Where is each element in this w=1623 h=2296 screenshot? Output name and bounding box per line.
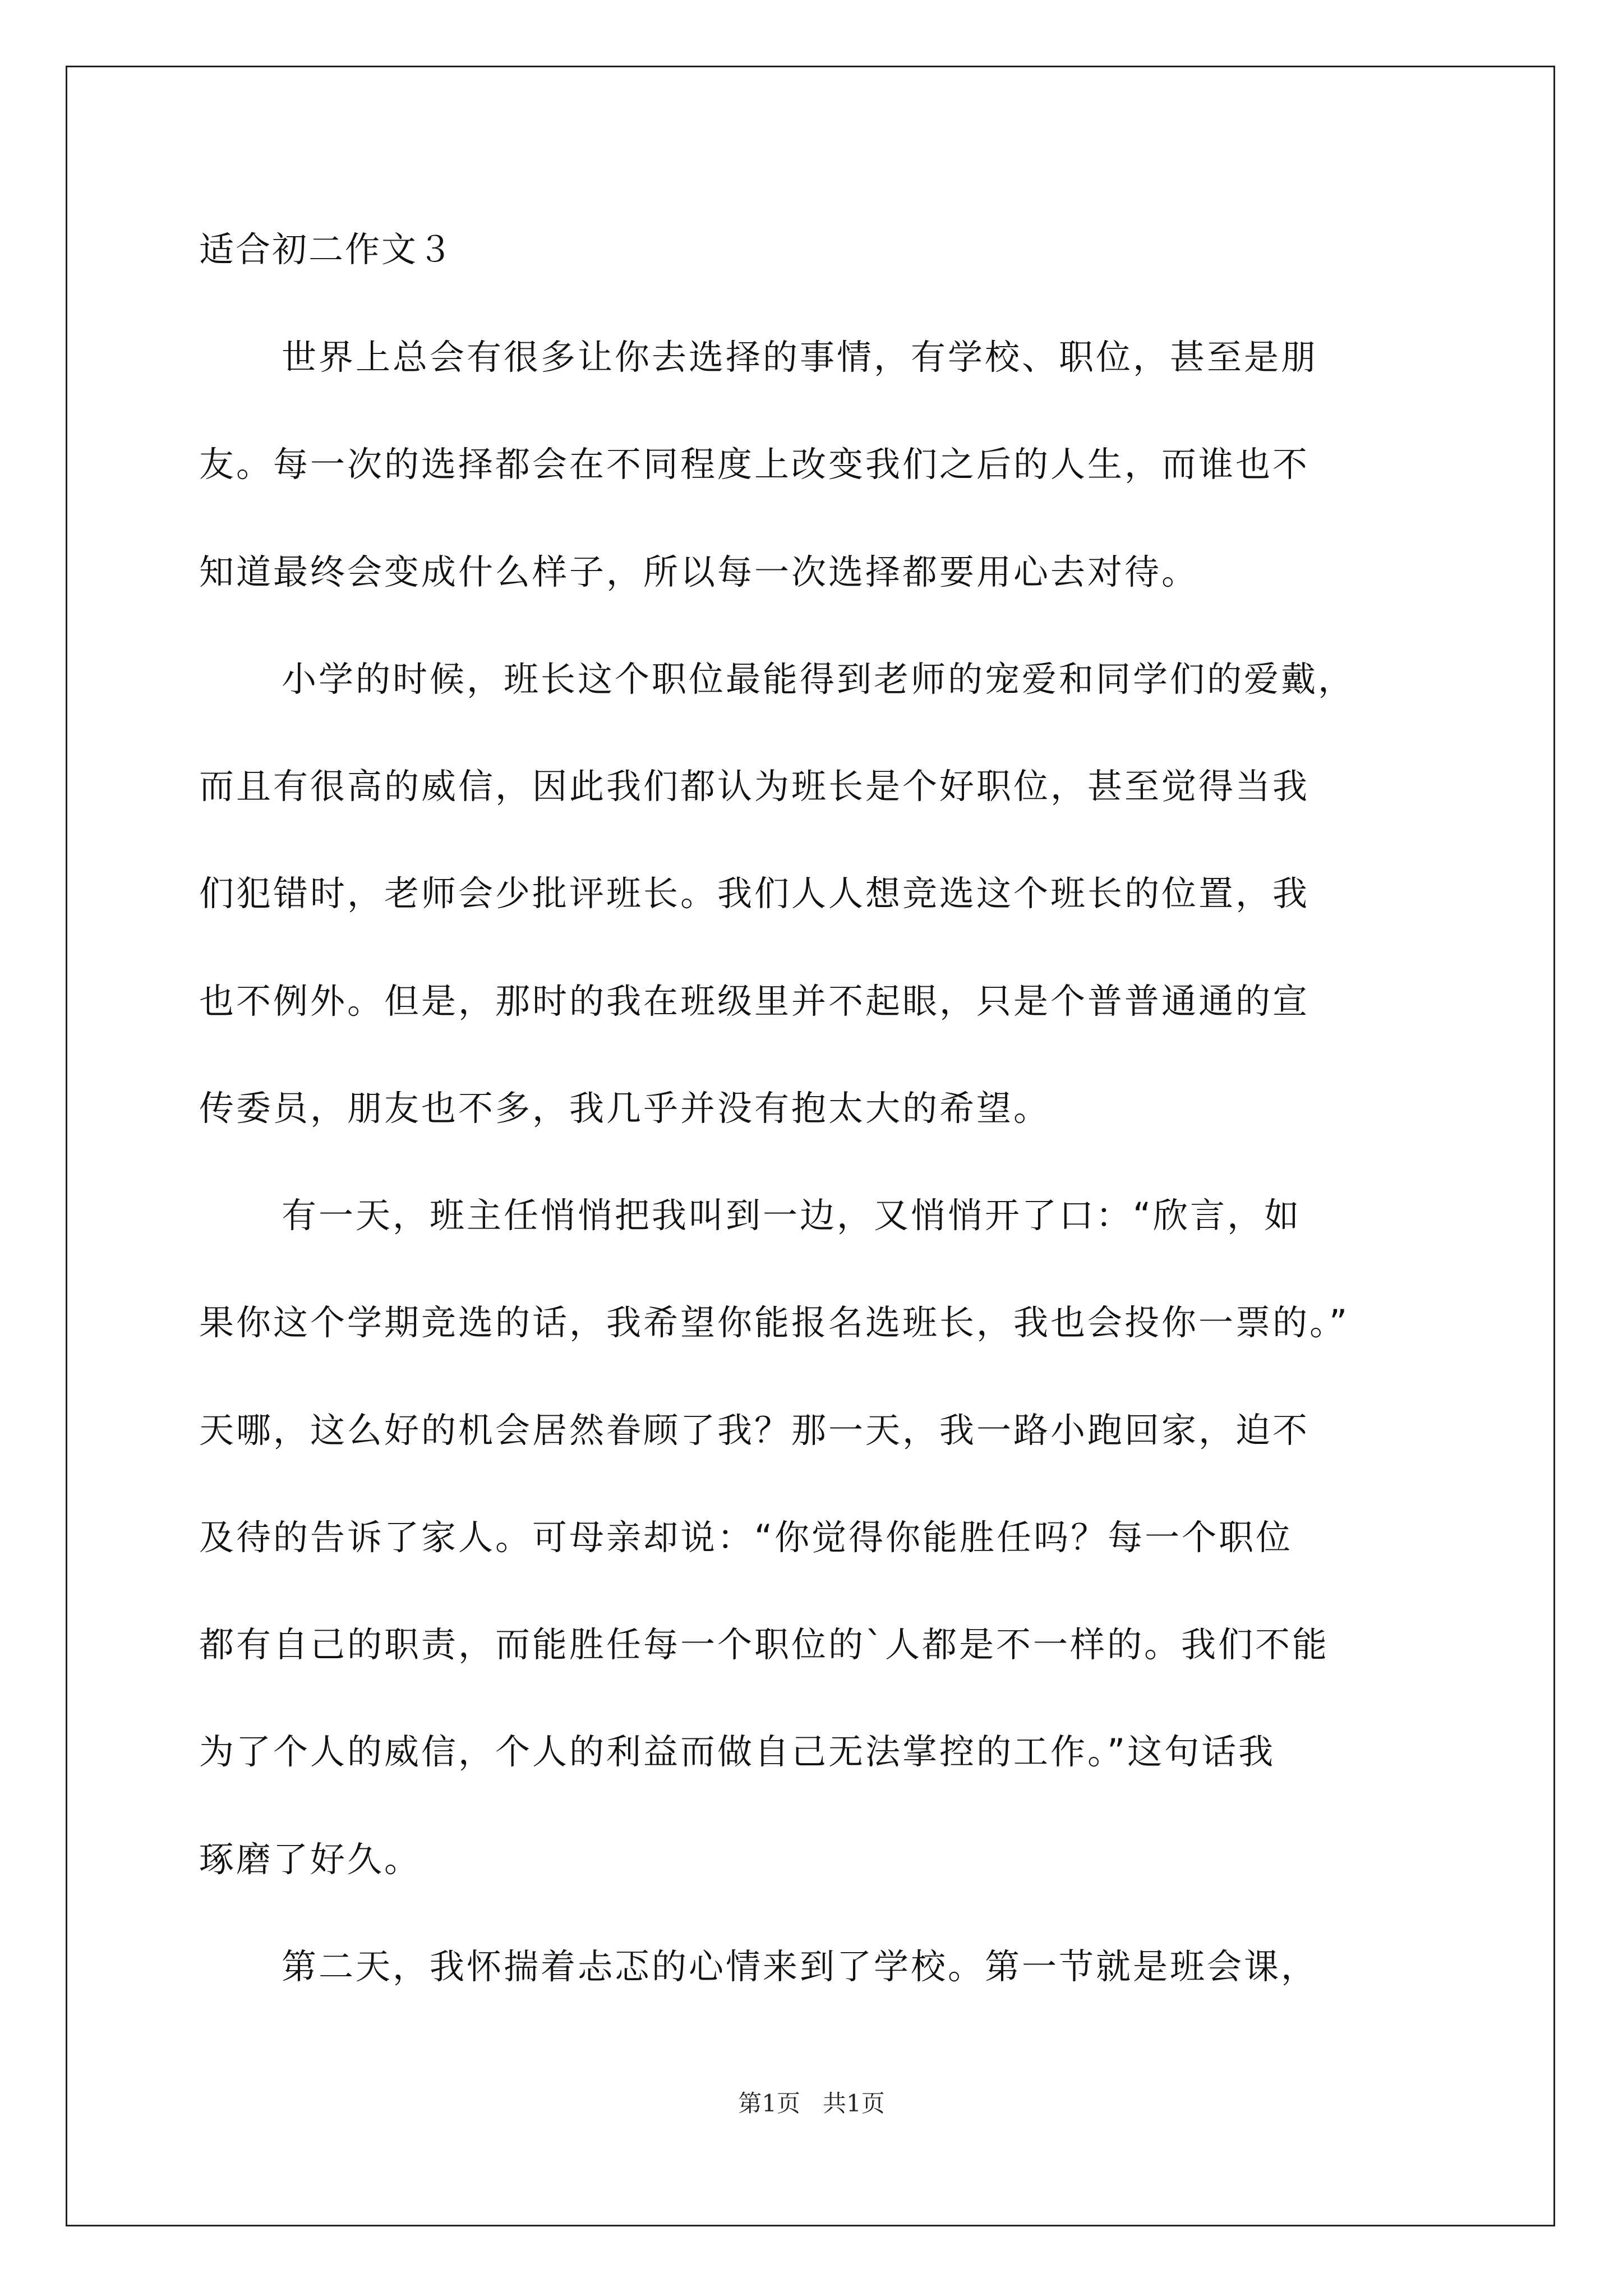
page-number-current: 第1页 — [738, 2090, 800, 2117]
paragraph-line: 友。每一次的选择都会在不同程度上改变我们之后的人生，而谁也不 — [199, 444, 1310, 485]
paragraph-line: 及待的告诉了家人。可母亲却说：“你觉得你能胜任吗？每一个职位 — [199, 1517, 1293, 1558]
page-footer — [0, 2087, 1623, 2120]
paragraph-line: 琢磨了好久。 — [199, 1839, 422, 1880]
paragraph-line: 天哪，这么好的机会居然眷顾了我？那一天，我一路小跑回家，迫不 — [199, 1410, 1310, 1451]
paragraph-line: 为了个人的威信，个人的利益而做自己无法掌控的工作。”这句话我 — [199, 1731, 1276, 1772]
page-number-total: 共1页 — [823, 2090, 885, 2117]
paragraph-line: 第二天，我怀揣着忐忑的心情来到了学校。第一节就是班会课， — [282, 1946, 1318, 1987]
paragraph-line: 知道最终会变成什么样子，所以每一次选择都要用心去对待。 — [199, 551, 1199, 592]
paragraph-line: 们犯错时，老师会少批评班长。我们人人想竞选这个班长的位置，我 — [199, 873, 1310, 914]
paragraph-line: 传委员，朋友也不多，我几乎并没有抱太大的希望。 — [199, 1088, 1051, 1129]
document-title: 适合初二作文３ — [199, 229, 455, 270]
paragraph-line: 也不例外。但是，那时的我在班级里并不起眼，只是个普普通通的宣 — [199, 981, 1310, 1022]
paragraph-line: 果你这个学期竞选的话，我希望你能报名选班长，我也会投你一票的。” — [199, 1302, 1350, 1343]
paragraph-line: 都有自己的职责，而能胜任每一个职位的`人都是不一样的。我们不能 — [199, 1624, 1330, 1665]
paragraph-line: 而且有很高的威信，因此我们都认为班长是个好职位，甚至觉得当我 — [199, 766, 1310, 807]
paragraph-line: 小学的时候，班长这个职位最能得到老师的宠爱和同学们的爱戴， — [282, 659, 1355, 700]
paragraph-line: 有一天，班主任悄悄把我叫到一边，又悄悄开了口：“欣言，如 — [282, 1195, 1302, 1236]
page-border — [66, 66, 1555, 2226]
paragraph-line: 世界上总会有很多让你去选择的事情，有学校、职位，甚至是朋 — [282, 337, 1318, 378]
